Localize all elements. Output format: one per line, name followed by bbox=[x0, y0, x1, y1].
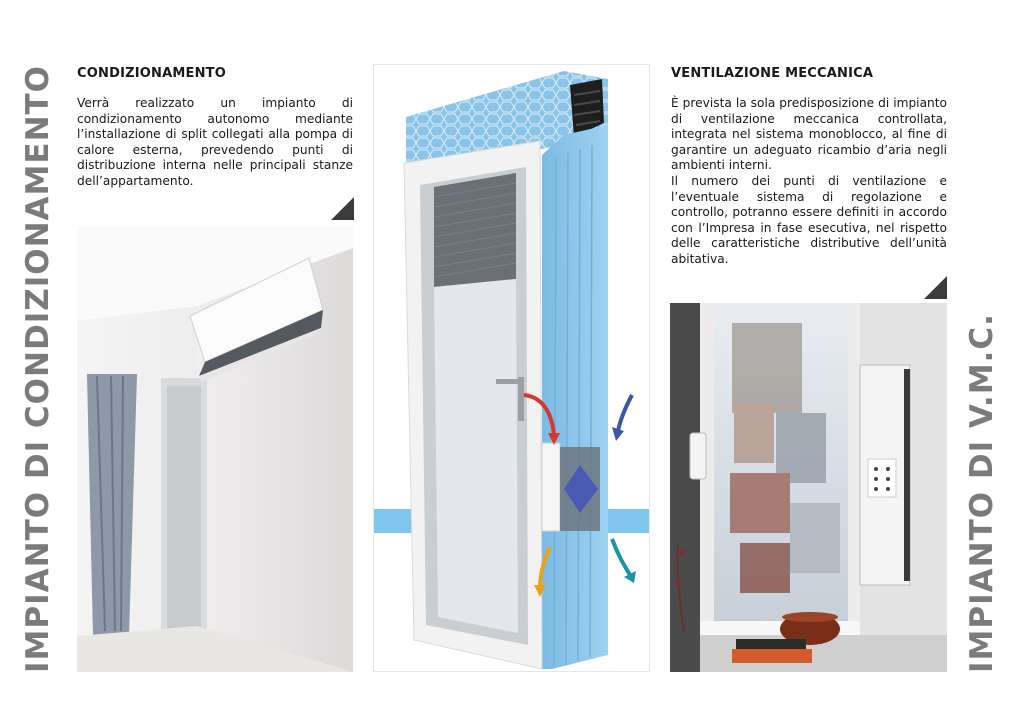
vmc-unit-photo bbox=[670, 303, 947, 672]
paragraph-condizionamento-text: Verrà realizzato un impianto di condizionamento autonomo mediante l’installazione di split collegati alla pompa di calore esterna, prevedendo punti di distribuzione interna nelle principali stanze dell’appartamento. bbox=[77, 96, 353, 188]
paragraph-condizionamento bbox=[77, 96, 353, 190]
paragraph-ventilazione-text-1: È prevista la sola predisposizione di impianto di ventilazione meccanica controllata, integrata nel sistema monoblocco, al fine di garantire un adeguato ricambio d’aria negli ambienti interni. bbox=[671, 96, 947, 173]
paragraph-ventilazione bbox=[671, 96, 947, 268]
air-conditioner-photo bbox=[77, 226, 353, 672]
heading-condizionamento: CONDIZIONAMENTO bbox=[77, 66, 226, 81]
side-title-right: IMPIANTO DI V.M.C. bbox=[964, 313, 1000, 673]
side-title-left: IMPIANTO DI CONDIZIONAMENTO bbox=[20, 64, 56, 673]
window-monoblock-diagram bbox=[373, 64, 650, 672]
corner-triangle-right bbox=[924, 276, 947, 299]
corner-triangle-left bbox=[331, 197, 354, 220]
paragraph-ventilazione-text-2: Il numero dei punti di ventilazione e l’eventuale sistema di regolazione e controllo, potranno essere definiti in accordo con l’Impresa in fase esecutiva, nel rispetto delle caratteristiche distributive dell’unità abitativa. bbox=[671, 173, 947, 266]
vmc-unit bbox=[860, 365, 910, 585]
heading-ventilazione: VENTILAZIONE MECCANICA bbox=[671, 66, 874, 81]
